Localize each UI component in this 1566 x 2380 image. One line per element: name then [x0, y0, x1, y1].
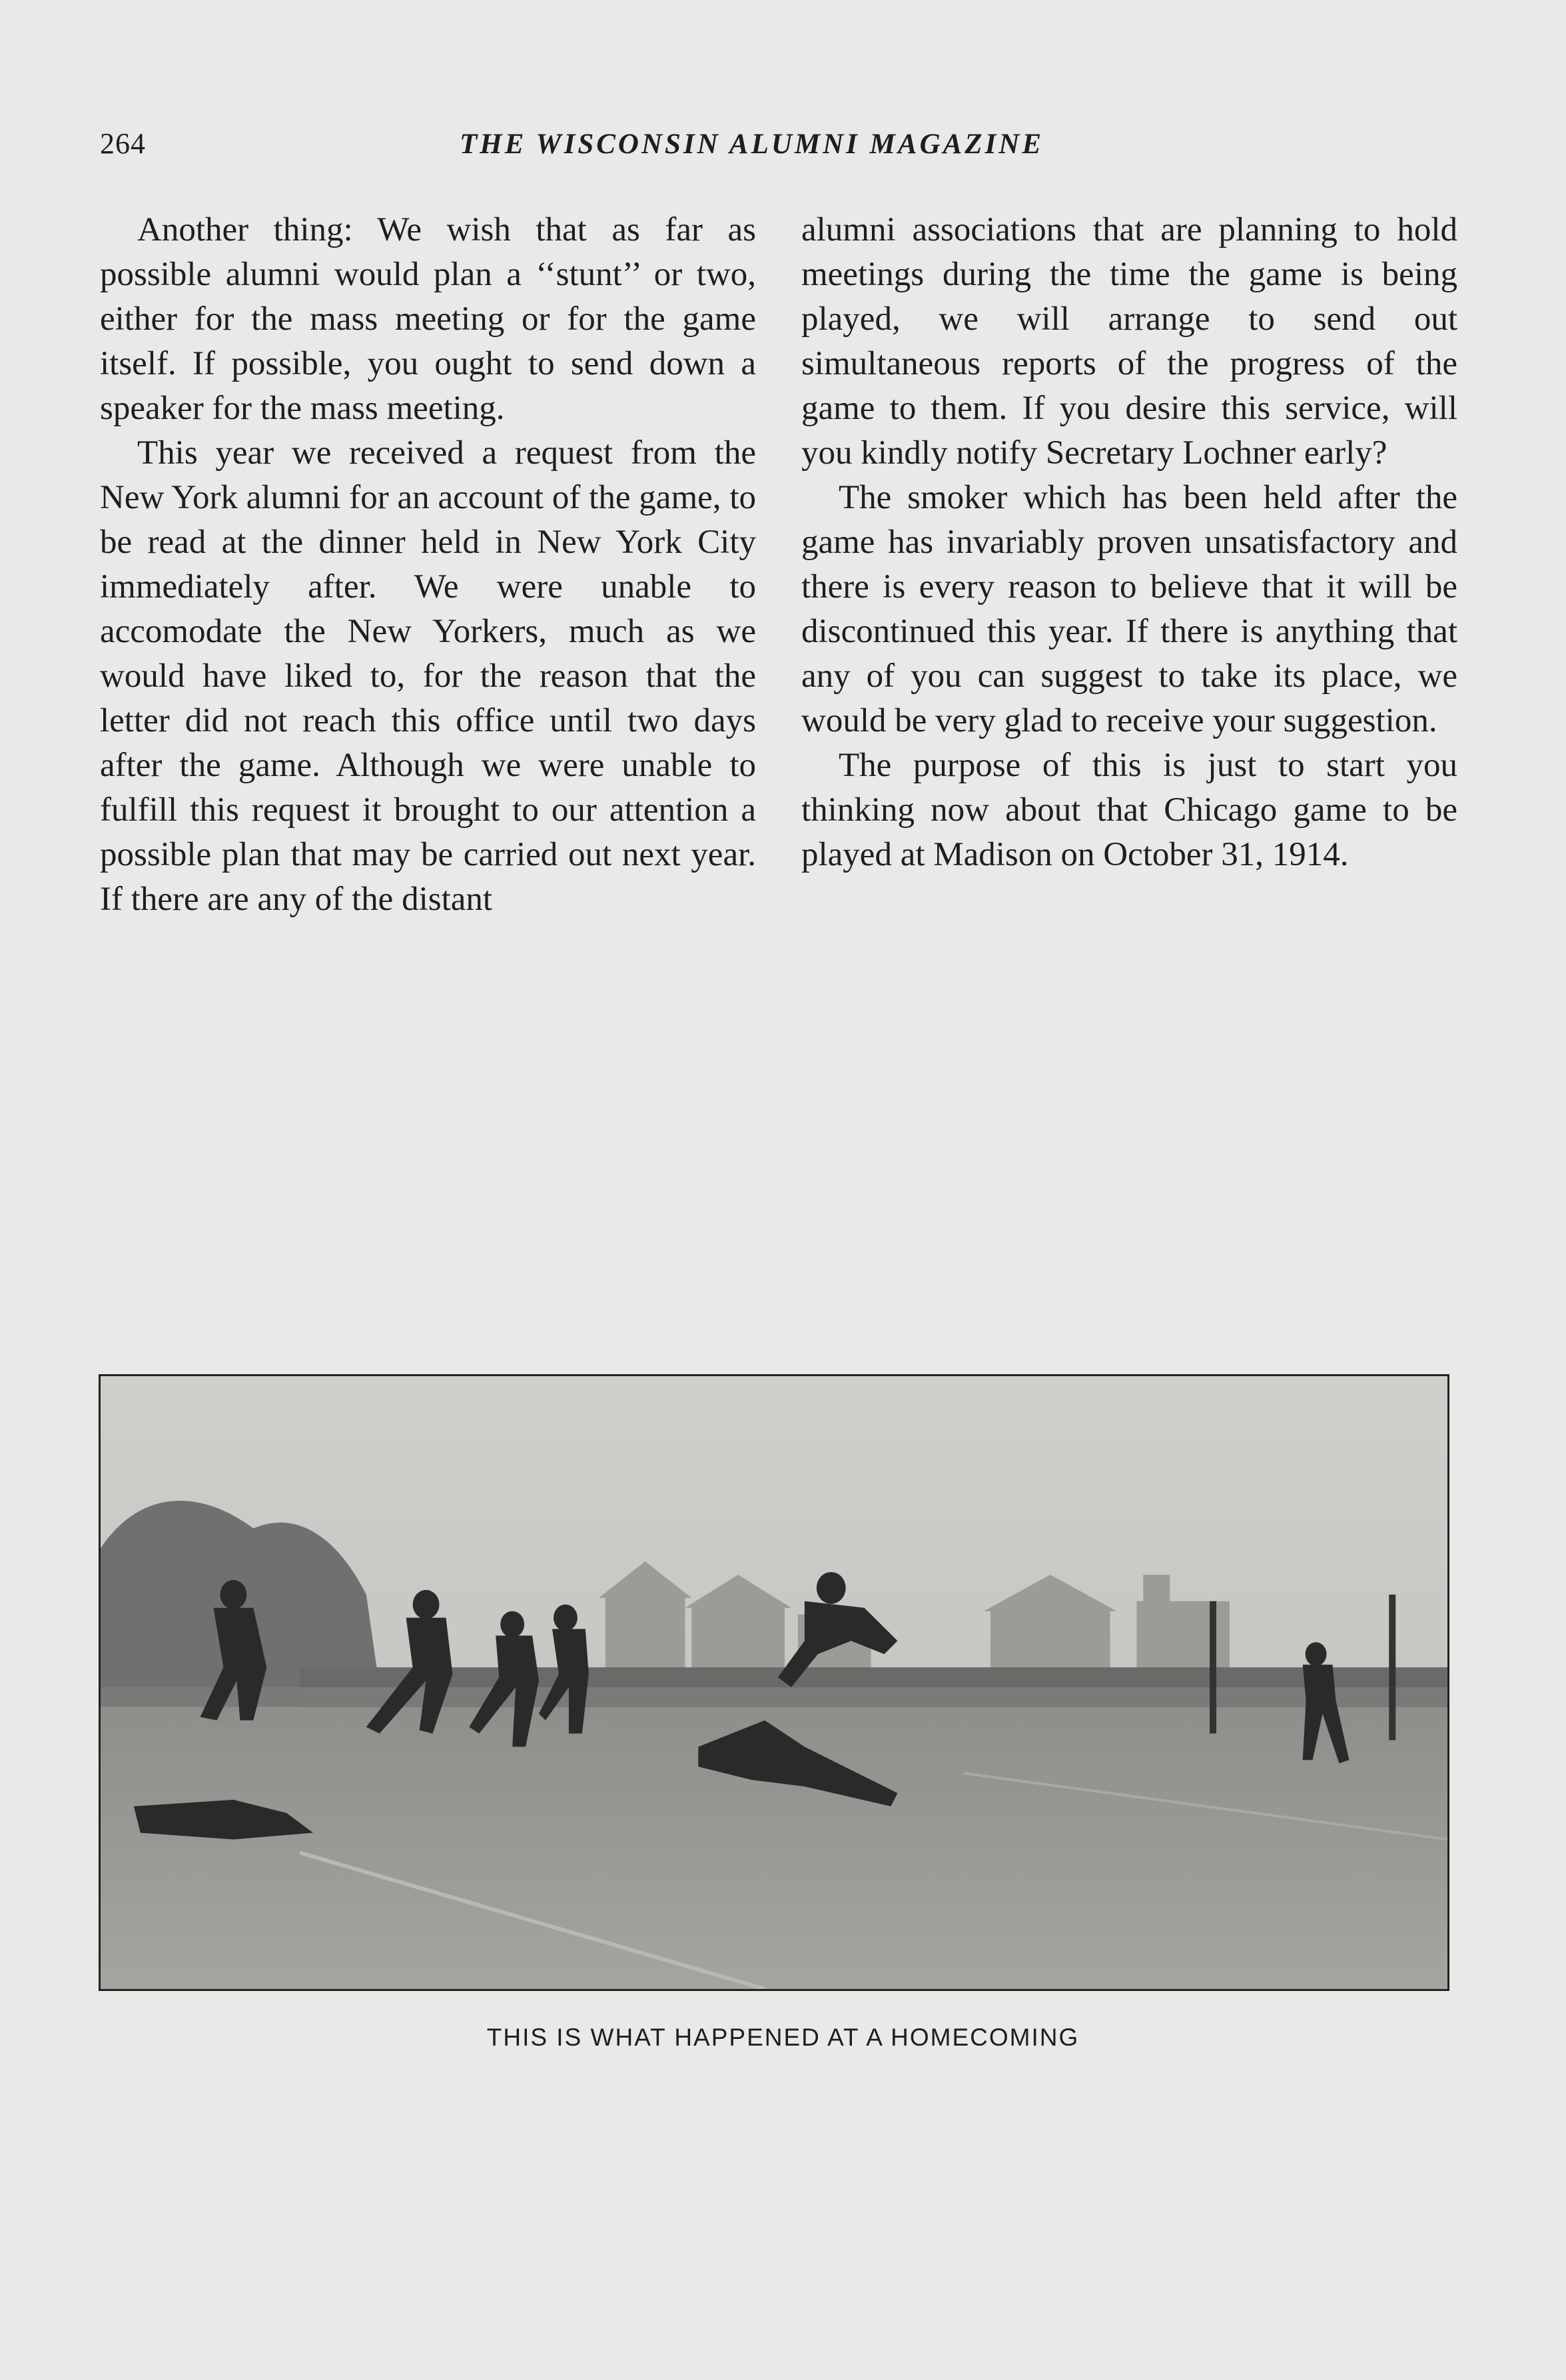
right-column — [801, 208, 1457, 877]
football-photo — [99, 1374, 1449, 1991]
paragraph: The purpose of this is just to start you thinking now about that Chicago game to be played at Madison on October 31, 1914. — [801, 747, 1457, 873]
paragraph: alumni associations that are planning to hold meetings during the time the game is being played, we will arrange to send out simultaneous reports of the progress of the game to them. If you desire this service, will you kindly notify Secretary Lochner early? — [801, 211, 1457, 472]
running-head: THE WISCONSIN ALUMNI MAGAZINE — [460, 129, 1044, 160]
paragraph: This year we received a request from the New York alumni for an account of the game, to be read at the dinner held in New York City immediately after. We were unable to accomodate the New Yorkers, much as we would have liked to, for the reason that the letter did not reach this office until two days after the game. Although we were unable to fulfill this request it brought to our attention a possible plan that may be carried out next year. If there are any of the distant — [100, 434, 756, 918]
paragraph: The smoker which has been held after the game has invariably proven unsatisfactory and there is every reason to believe that it will be discontinued this year. If there is anything that any of you can suggest to take its place, we would be very glad to receive your suggestion. — [801, 479, 1457, 739]
page-number: 264 — [100, 127, 146, 160]
football-photo-illustration — [101, 1376, 1447, 1989]
paragraph: Another thing: We wish that as far as possible alumni would plan a ‘‘stunt’’ or two, either for the mass meeting or for the game itself. If possible, you ought to send down a speaker for the mass meeting. — [100, 211, 756, 427]
figure-caption: THIS IS WHAT HAPPENED AT A HOMECOMING — [486, 2024, 1080, 2051]
left-column — [100, 208, 756, 922]
